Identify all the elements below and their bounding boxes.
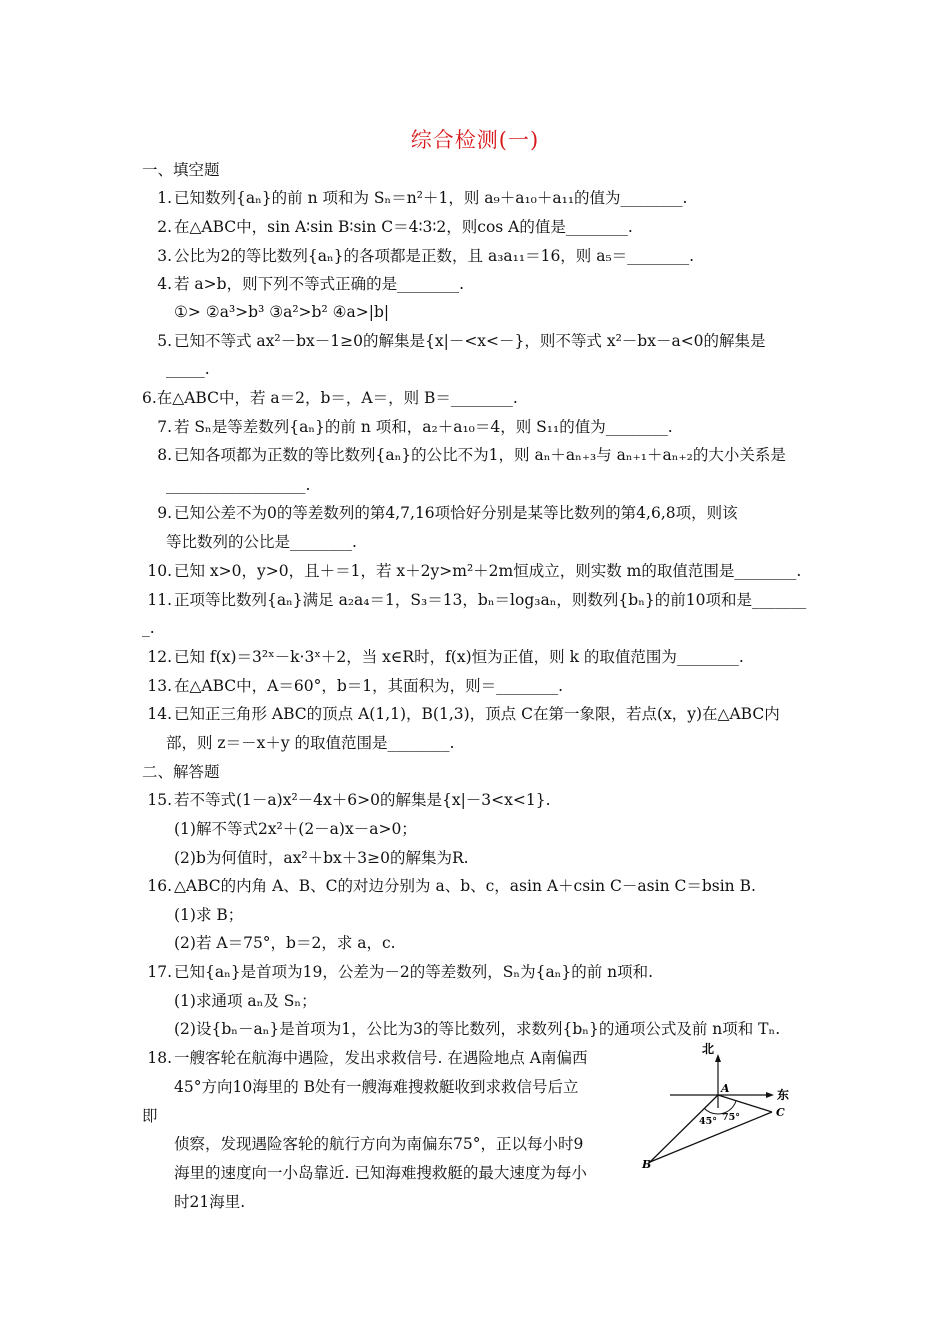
question-17-part2: (2)设{bₙ－aₙ}是首项为1，公比为3的等比数列，求数列{bₙ}的通项公式及前 n项和 Tₙ. (174, 1020, 781, 1038)
question-18-line2: 45°方向10海里的 B处有一艘海难搜救艇收到求救信号后立 (174, 1078, 579, 1096)
question-3: 3. 公比为2的等比数列{aₙ}的各项都是正数，且 a₃a₁₁＝16，则 a₅＝________. (157, 247, 695, 265)
question-9-cont: 等比数列的公比是________. (166, 533, 357, 551)
question-4-options: ①> ②a³>b³ ③a²>b² ④a>|b| (174, 303, 390, 321)
question-9: 9. 已知公差不为0的等差数列的第4,7,16项恰好分别是某等比数列的第4,6,8项，则该 (157, 504, 738, 522)
section-answer: 二、解答题 (142, 763, 220, 781)
question-16-part1: (1)求 B； (174, 906, 244, 924)
side-ac (718, 1095, 772, 1112)
question-11: 11. 正项等比数列{aₙ}满足 a₂a₄＝1，S₃＝13，bₙ＝log₃aₙ，则数列{bₙ}的前10项和是_______ (147, 591, 807, 609)
question-17: 17. 已知{aₙ}是首项为19，公差为－2的等差数列，Sₙ为{aₙ}的前 n项和. (147, 963, 654, 981)
label-angle-75: 75° (722, 1112, 740, 1123)
question-8: 8. 已知各项都为正数的等比数列{aₙ}的公比不为1，则 aₙ＋aₙ₊₃与 aₙ₊₁＋aₙ₊₂的大小关系是 (157, 446, 786, 464)
label-angle-45: 45° (699, 1116, 717, 1127)
question-15: 15. 若不等式(1－a)x²－4x＋6>0的解集是{x|－3<x<1}. (147, 791, 551, 809)
question-18: 18. 一艘客轮在航海中遇险，发出求救信号. 在遇险地点 A南偏西 (147, 1049, 588, 1067)
question-8-cont: __________________. (166, 476, 311, 494)
question-10: 10. 已知 x>0，y>0，且＋＝1，若 x＋2y>m²＋2m恒成立，则实数 m的取值范围是________. (147, 562, 802, 580)
east-arrow-icon (766, 1092, 774, 1098)
question-16: 16. △ABC的内角 A、B、C的对边分别为 a、b、c，asin A＋csin C－asin C＝bsin B. (147, 877, 756, 895)
north-arrow-icon (715, 1054, 721, 1062)
angle-arc-45 (704, 1108, 718, 1114)
label-a: A (721, 1082, 730, 1095)
label-c: C (776, 1106, 785, 1119)
question-17-part1: (1)求通项 aₙ及 Sₙ； (174, 992, 317, 1010)
question-1: 1. 已知数列{aₙ}的前 n 项和为 Sₙ＝n²＋1，则 a₉＋a₁₀＋a₁₁的值为________. (157, 189, 688, 207)
question-4: 4. 若 a>b，则下列不等式正确的是________. (157, 275, 465, 293)
section-fill-in: 一、填空题 (142, 161, 220, 179)
label-north: 北 (702, 1042, 715, 1056)
question-6: 6.在△ABC中，若 a＝2，b＝，A＝，则 B＝________. (142, 389, 518, 407)
side-ab (650, 1095, 718, 1162)
question-18-line3: 即 (142, 1107, 158, 1125)
question-16-part2: (2)若 A＝75°，b＝2，求 a，c. (174, 934, 396, 952)
question-14: 14. 已知正三角形 ABC的顶点 A(1,1)，B(1,3)，顶点 C在第一象限，若点(x，y)在△ABC内 (147, 705, 780, 723)
question-13: 13. 在△ABC中，A＝60°，b＝1，其面积为，则＝________. (147, 677, 564, 695)
question-12: 12. 已知 f(x)＝3²ˣ－k·3ˣ＋2，当 x∈R时，f(x)恒为正值，则 k 的取值范围为________. (147, 648, 744, 666)
question-15-part1: (1)解不等式2x²＋(2－a)x－a>0； (174, 820, 417, 838)
question-14-cont: 部，则 z＝－x＋y 的取值范围是________. (166, 734, 455, 752)
question-18-line6: 时21海里. (174, 1193, 246, 1211)
label-east: 东 (777, 1088, 790, 1102)
label-b: B (642, 1158, 652, 1171)
question-18-line4: 侦察，发现遇险客轮的航行方向为南偏东75°，正以每小时9 (174, 1135, 584, 1153)
question-18-line5: 海里的速度向一小岛靠近. 已知海难搜救艇的最大速度为每小 (174, 1164, 587, 1182)
question-15-part2: (2)b为何值时，ax²＋bx＋3≥0的解集为R. (174, 849, 469, 867)
question-7: 7. 若 Sₙ是等差数列{aₙ}的前 n 项和，a₂＋a₁₀＝4，则 S₁₁的值为________. (157, 418, 673, 436)
navigation-diagram (640, 1040, 810, 1180)
page-title: 综合检测(一) (410, 128, 540, 152)
question-5: 5. 已知不等式 ax²－bx－1≥0的解集是{x|－<x<－}，则不等式 x²－bx－a<0的解集是 (157, 332, 766, 350)
question-5-cont: _____. (166, 360, 210, 378)
question-11-cont: _. (142, 619, 155, 637)
question-2: 2. 在△ABC中，sin A∶sin B∶sin C＝4∶3∶2，则cos A的值是________. (157, 218, 633, 236)
